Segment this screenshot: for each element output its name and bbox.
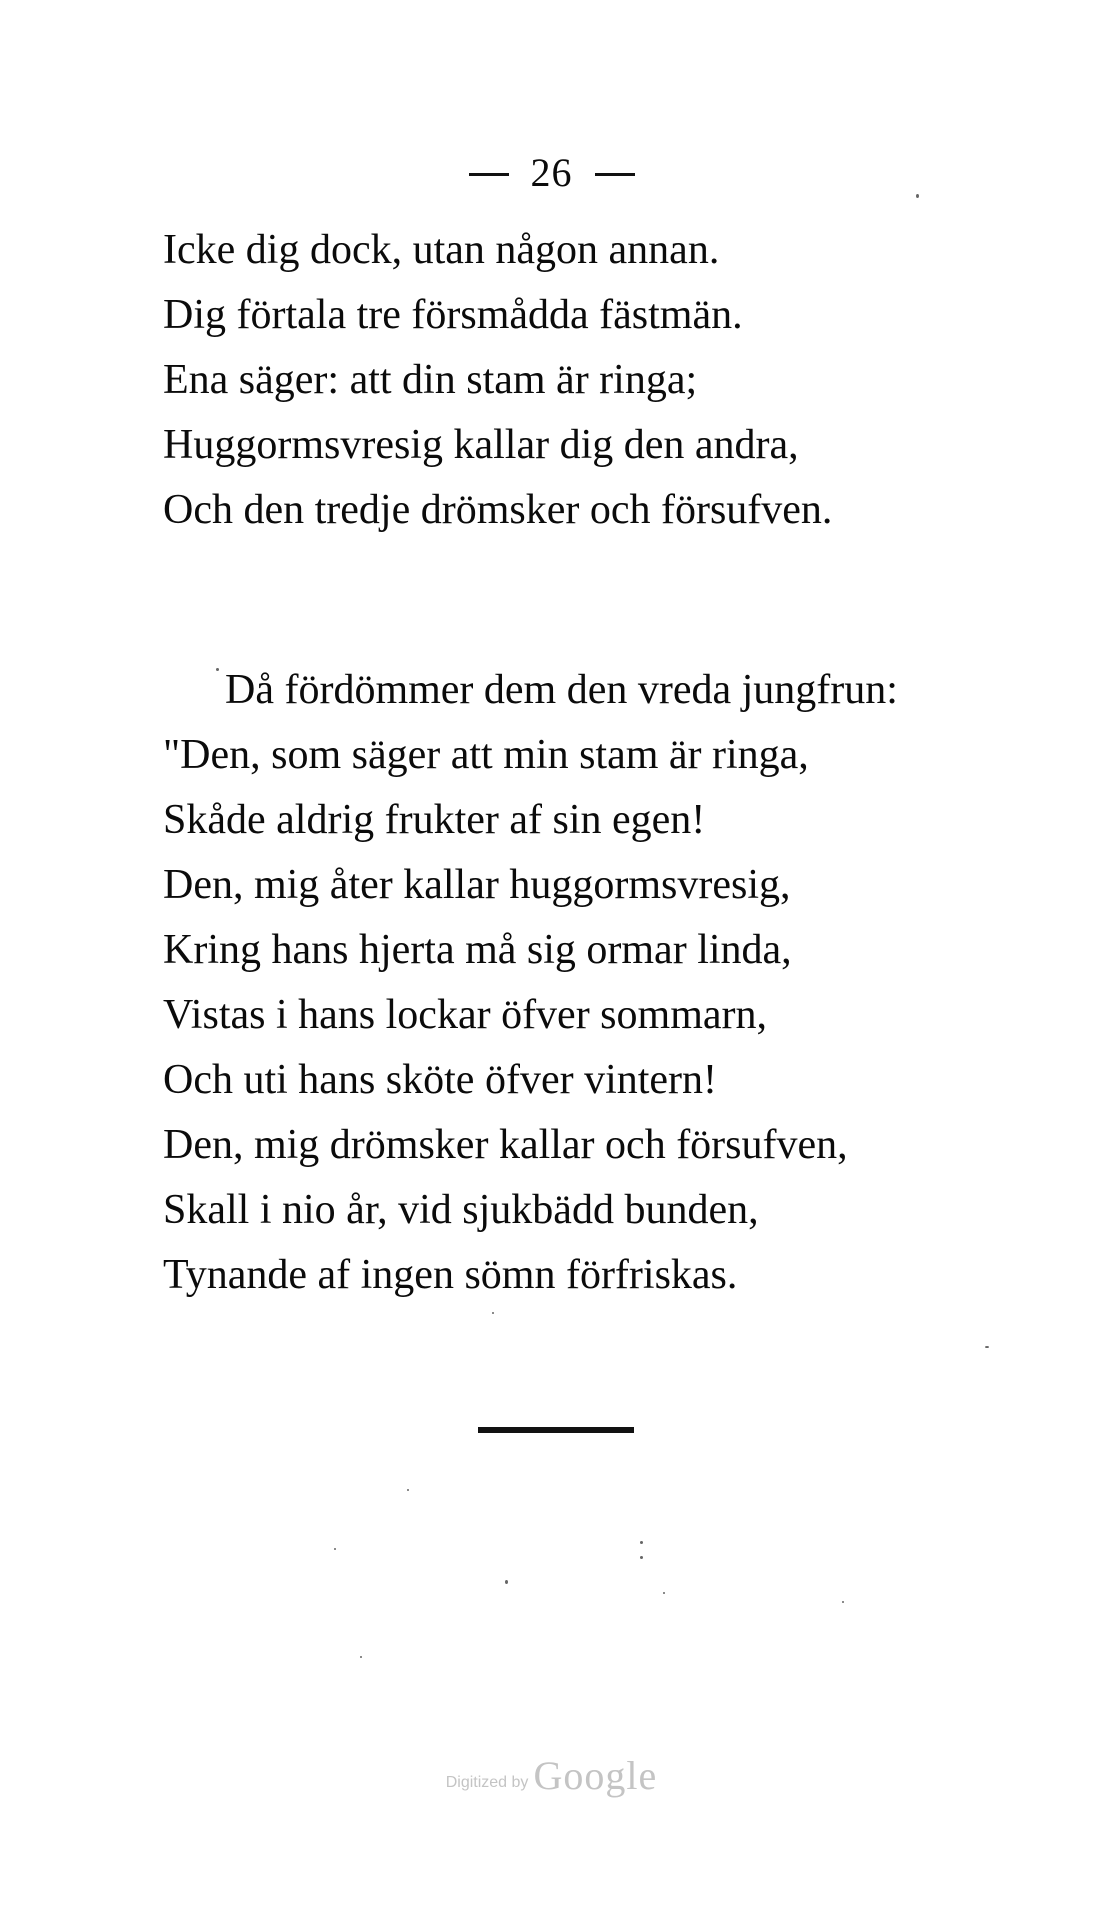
verse-line: Och uti hans sköte öfver vintern!: [163, 1057, 718, 1103]
verse-line: Ena säger: att din stam är ringa;: [163, 357, 698, 403]
dash-left: [469, 173, 509, 176]
verse-line: Den, mig drömsker kallar och försufven,: [163, 1122, 848, 1168]
verse-line: Skåde aldrig frukter af sin egen!: [163, 797, 706, 843]
speck: [492, 1312, 494, 1314]
speck: [916, 194, 919, 198]
google-wordmark: Google: [533, 1753, 658, 1798]
end-rule: [478, 1427, 634, 1433]
verse-line: Tynande af ingen sömn förfriskas.: [163, 1252, 738, 1298]
page-number: [0, 148, 1103, 198]
speck: [640, 1556, 643, 1559]
verse-line: Då fördömmer dem den vreda jungfrun:: [225, 667, 898, 713]
speck: [505, 1580, 508, 1584]
verse-line: Huggormsvresig kallar dig den andra,: [163, 422, 799, 468]
page-number-text: 26: [530, 150, 573, 195]
digitized-watermark: [0, 1752, 1103, 1799]
stanza-2: [163, 658, 898, 1308]
verse-line: Dig förtala tre försmådda fästmän.: [163, 292, 743, 338]
verse-line: Skall i nio år, vid sjukbädd bunden,: [163, 1187, 759, 1233]
verse-line: Kring hans hjerta må sig ormar linda,: [163, 927, 792, 973]
speck: [334, 1548, 336, 1550]
verse-line: Vistas i hans lockar öfver sommarn,: [163, 992, 767, 1038]
speck: [216, 668, 219, 671]
speck: [842, 1601, 844, 1603]
verse-line: Den, mig åter kallar huggormsvresig,: [163, 862, 791, 908]
verse-line: Icke dig dock, utan någon annan.: [163, 227, 720, 273]
speck: [663, 1592, 665, 1594]
watermark-prefix: Digitized by: [445, 1774, 529, 1791]
verse-line: Och den tredje drömsker och försufven.: [163, 487, 833, 533]
speck: [407, 1489, 409, 1491]
speck: [360, 1656, 362, 1658]
speck: [985, 1346, 989, 1348]
verse-line: "Den, som säger att min stam är ringa,: [163, 732, 809, 778]
dash-right: [595, 173, 635, 176]
stanza-1: [163, 218, 832, 543]
speck: [640, 1541, 643, 1544]
